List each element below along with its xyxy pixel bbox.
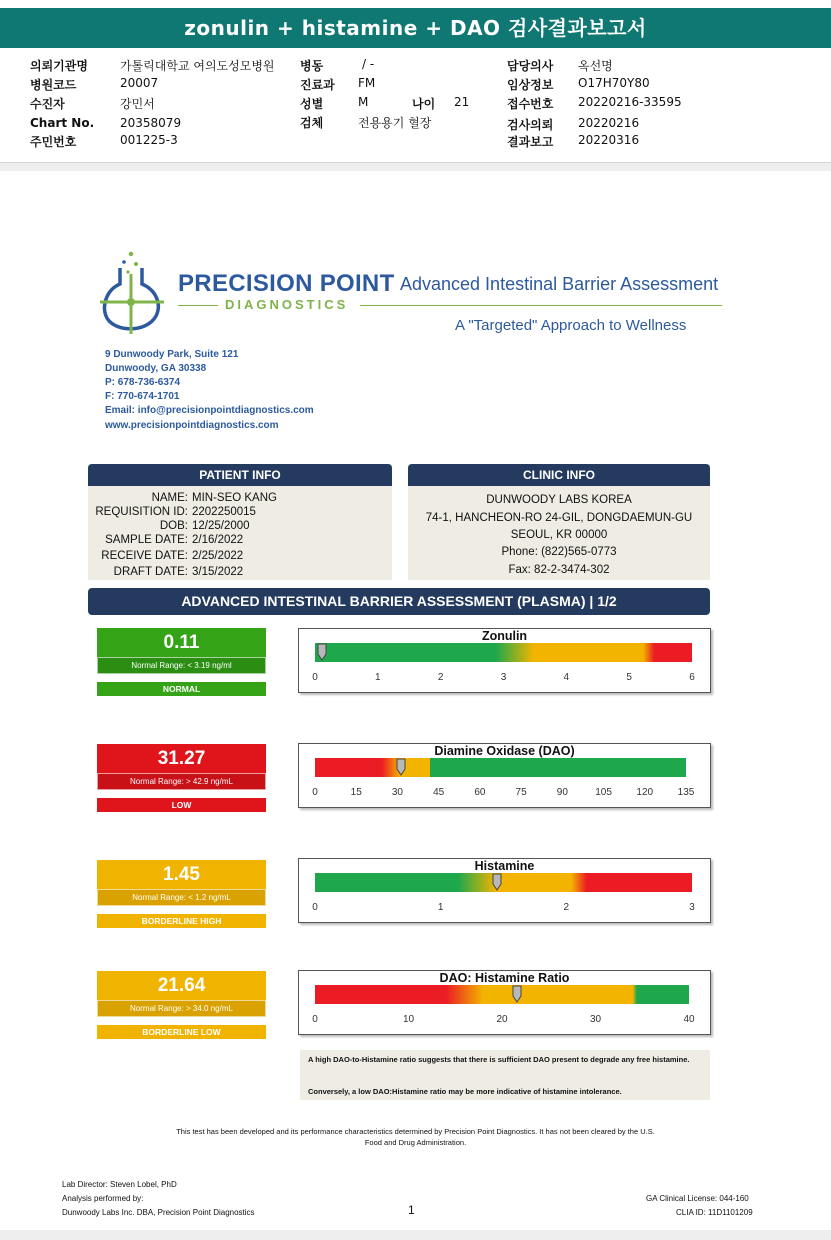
hdr-value-report-date: 20220316 [578, 133, 640, 147]
report-title-bar: zonulin + histamine + DAO 검사결과보고서 [0, 8, 831, 48]
hdr-label-institution: 의뢰기관명 [30, 59, 88, 73]
result-normal-range: Normal Range: < 3.19 ng/ml [97, 657, 266, 674]
hdr-value-age: 21 [454, 95, 470, 109]
gauge-dao [298, 743, 711, 808]
hdr-label-resident-no: 주민번호 [30, 135, 77, 149]
report-subject-title: Advanced Intestinal Barrier Assessment [400, 274, 719, 294]
gauge-scale-bar [315, 758, 686, 777]
gauge-title: Zonulin [481, 629, 528, 643]
hdr-label-report-date: 결과보고 [507, 135, 554, 149]
brand-subtitle: DIAGNOSTICS [225, 297, 349, 312]
sample-date-value: 2/16/2022 [192, 534, 244, 546]
hdr-label-doctor: 담당의사 [507, 59, 554, 73]
gauge-tick-label: 0 [312, 787, 318, 798]
result-card-histamine [97, 860, 266, 928]
patient-name-label: NAME: [151, 492, 188, 504]
hdr-value-resident-no: 001225-3 [120, 133, 178, 147]
gauge-marker [492, 873, 502, 891]
hdr-label-department: 진료과 [300, 78, 335, 92]
patient-info-heading: PATIENT INFO [88, 464, 392, 486]
gauge-scale-bar [315, 643, 692, 662]
hdr-value-sex: M [358, 95, 369, 109]
brand-tagline: A "Targeted" Approach to Wellness [455, 317, 687, 334]
result-status: NORMAL [97, 682, 266, 696]
result-status: BORDERLINE HIGH [97, 914, 266, 928]
hdr-label-hospital-code: 병원코드 [30, 78, 77, 92]
hdr-label-specimen: 검체 [300, 116, 324, 130]
requisition-label: REQUISITION ID: [95, 506, 188, 518]
hdr-label-request-date: 검사의뢰 [507, 118, 554, 132]
section-title: ADVANCED INTESTINAL BARRIER ASSESSMENT (PLASMA) | 1/2 [88, 588, 710, 615]
gauge-scale-bar [315, 985, 689, 1004]
result-card-zonulin [97, 628, 266, 696]
ratio-note-line-2: Conversely, a low DAO:Histamine ratio may be more indicative of histamine intolerance. [308, 1087, 622, 1096]
gauge-tick-label: 120 [636, 787, 654, 798]
page-number: 1 [408, 1203, 415, 1217]
website-link[interactable]: www.precisionpointdiagnostics.com [105, 420, 279, 431]
gauge-tick-label: 10 [402, 1014, 415, 1025]
hdr-value-receipt-no: 20220216-33595 [578, 95, 682, 109]
hdr-label-receipt-no: 접수번호 [507, 97, 554, 111]
draft-date-label: DRAFT DATE: [113, 566, 188, 578]
fda-disclaimer-line-2: Food and Drug Administration. [364, 1138, 467, 1147]
dob-value: 12/25/2000 [192, 520, 250, 532]
gauge-tick-label: 0 [312, 902, 318, 913]
hdr-label-sex: 성별 [300, 97, 324, 111]
phone: P: 678-736-6374 [105, 377, 181, 388]
hdr-value-institution: 가톨릭대학교 여의도성모병원 [120, 59, 275, 73]
gauge-tick-label: 6 [689, 672, 695, 683]
hdr-label-patient: 수진자 [30, 97, 65, 111]
result-card-ratio [97, 971, 266, 1039]
hdr-label-age: 나이 [412, 97, 436, 111]
gauge-marker [396, 758, 406, 776]
header-separator [0, 162, 831, 171]
brand-name: PRECISION POINT [178, 270, 395, 297]
requisition-value: 2202250015 [192, 506, 256, 518]
gauge-tick-label: 30 [391, 787, 403, 798]
clinic-phone: Phone: (822)565-0773 [501, 546, 617, 558]
ratio-note [300, 1050, 710, 1100]
gauge-tick-label: 2 [563, 902, 570, 913]
page-bottom-strip [0, 1230, 831, 1240]
hdr-value-patient: 강민서 [120, 97, 155, 111]
result-value: 21.64 [97, 971, 266, 1000]
result-normal-range: Normal Range: < 1.2 ng/mL [97, 889, 266, 906]
clinic-address: 74-1, HANCHEON-RO 24-GIL, DONGDAEMUN-GU [425, 512, 693, 524]
gauge-histamine [298, 858, 711, 923]
clia-id: CLIA ID: 11D1101209 [676, 1208, 753, 1217]
gauge-tick-label: 5 [626, 672, 632, 683]
dob-label: DOB: [159, 520, 188, 532]
gauge-zonulin [298, 628, 711, 693]
performing-lab: Dunwoody Labs Inc. DBA, Precision Point Diagnostics [62, 1208, 255, 1217]
ratio-note-line-1: A high DAO-to-Histamine ratio suggests that there is sufficient DAO present to degrade any free histamine. [308, 1055, 690, 1064]
receive-date-label: RECEIVE DATE: [101, 550, 188, 562]
precision-point-logo-icon [98, 246, 170, 338]
lab-director: Lab Director: Steven Lobel, PhD [62, 1180, 177, 1189]
address-line-1: 9 Dunwoody Park, Suite 121 [105, 349, 239, 360]
gauge-tick-label: 15 [350, 787, 362, 798]
result-status: LOW [97, 798, 266, 812]
clinic-fax: Fax: 82-2-3474-302 [508, 564, 610, 576]
email-link[interactable]: Email: info@precisionpointdiagnostics.com [105, 405, 314, 416]
hdr-value-clinical-info: O17H70Y80 [578, 76, 650, 90]
result-value: 0.11 [97, 628, 266, 657]
draft-date-value: 3/15/2022 [192, 566, 244, 578]
gauge-tick-label: 20 [496, 1014, 508, 1025]
gauge-tick-label: 1 [437, 902, 444, 913]
fda-disclaimer-line-1: This test has been developed and its performance characteristics determined by Precision Point Diagnostics. It has not been cleared by the U.S. [176, 1127, 655, 1136]
gauge-tick-label: 75 [515, 787, 527, 798]
patient-name-value: MIN-SEO KANG [192, 492, 277, 504]
fax: F: 770-674-1701 [105, 391, 180, 402]
clinic-info-heading: CLINIC INFO [408, 464, 710, 486]
gauge-ratio [298, 970, 711, 1035]
gauge-tick-label: 135 [677, 787, 695, 798]
hdr-value-request-date: 20220216 [578, 116, 640, 130]
sample-date-label: SAMPLE DATE: [105, 534, 188, 546]
brand-sub-rule-left [178, 305, 218, 306]
gauge-tick-label: 1 [375, 672, 381, 683]
gauge-tick-label: 60 [474, 787, 486, 798]
clinic-city: SEOUL, KR 00000 [510, 529, 608, 541]
gauge-title: Diamine Oxidase (DAO) [434, 744, 575, 758]
gauge-tick-label: 105 [595, 787, 612, 798]
analysis-performed-by: Analysis performed by: [62, 1194, 144, 1203]
gauge-tick-label: 2 [437, 672, 444, 683]
gauge-tick-label: 4 [563, 672, 570, 683]
patient-info-box [88, 464, 392, 580]
hdr-label-chart-no: Chart No. [30, 116, 95, 130]
gauge-scale-bar [315, 873, 692, 892]
hdr-value-doctor: 옥선명 [578, 59, 613, 73]
gauge-tick-label: 30 [589, 1014, 602, 1025]
gauge-tick-label: 90 [556, 787, 568, 798]
hdr-label-ward: 병동 [300, 59, 324, 73]
gauge-marker [317, 643, 327, 661]
result-card-dao [97, 744, 266, 812]
hdr-value-ward: / - [362, 57, 375, 71]
result-value: 1.45 [97, 860, 266, 889]
result-normal-range: Normal Range: > 42.9 ng/mL [97, 773, 266, 790]
address-line-2: Dunwoody, GA 30338 [105, 363, 207, 374]
receive-date-value: 2/25/2022 [192, 550, 244, 562]
hdr-label-clinical-info: 임상정보 [507, 78, 554, 92]
hdr-value-specimen: 전용용기 혈장 [358, 116, 432, 130]
gauge-title: Histamine [474, 859, 535, 873]
gauge-tick-label: 3 [500, 672, 507, 683]
brand-sub-rule-right [360, 305, 722, 306]
clinic-info-box [408, 464, 710, 580]
result-status: BORDERLINE LOW [97, 1025, 266, 1039]
ga-clinical-license: GA Clinical License: 044-160 [646, 1194, 749, 1203]
gauge-tick-label: 3 [689, 902, 695, 913]
result-value: 31.27 [97, 744, 266, 773]
result-normal-range: Normal Range: > 34.0 ng/mL [97, 1000, 266, 1017]
gauge-title: DAO: Histamine Ratio [439, 971, 570, 985]
hdr-value-hospital-code: 20007 [120, 76, 159, 90]
gauge-tick-label: 0 [312, 672, 318, 683]
hdr-value-department: FM [358, 76, 376, 90]
gauge-tick-label: 0 [312, 1014, 318, 1025]
clinic-name: DUNWOODY LABS KOREA [486, 494, 632, 506]
hdr-value-chart-no: 20358079 [120, 116, 182, 130]
gauge-tick-label: 40 [683, 1014, 695, 1025]
gauge-marker [512, 985, 522, 1003]
gauge-tick-label: 45 [433, 787, 445, 798]
